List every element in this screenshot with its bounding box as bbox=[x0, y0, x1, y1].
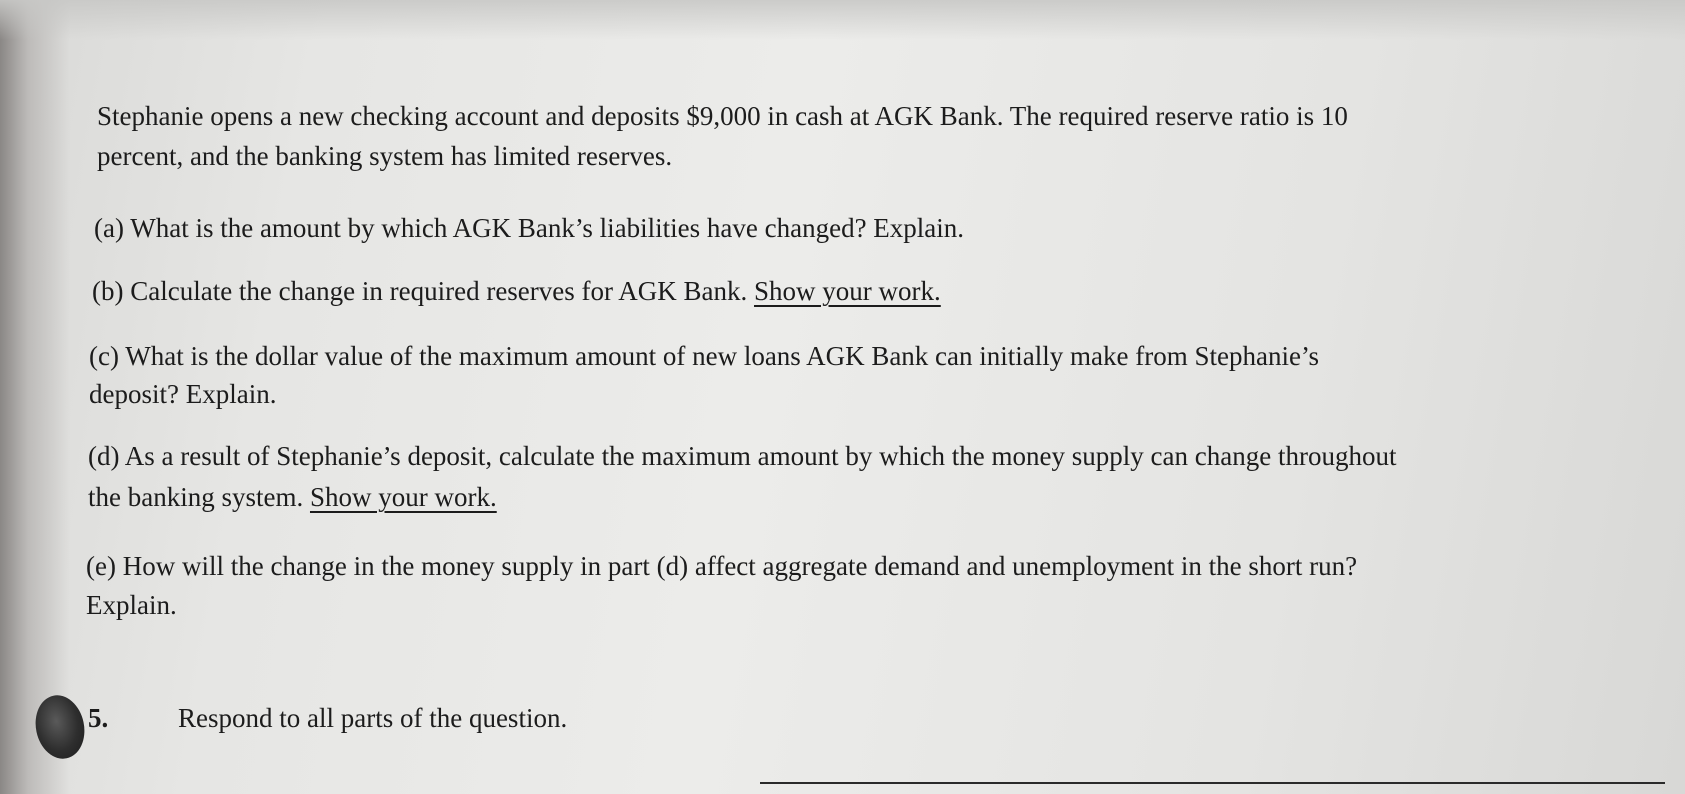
part-b-text bbox=[92, 275, 941, 307]
part-b-show-work: Show your work. bbox=[754, 276, 941, 306]
part-d-line-1: (d) As a result of Stephanie’s deposit, calculate the maximum amount by which the money supply can change throughout bbox=[88, 441, 1397, 471]
question-5-number: 5. bbox=[88, 703, 109, 733]
part-e-line-2: Explain. bbox=[86, 590, 177, 620]
punch-hole bbox=[30, 691, 90, 764]
intro-line-1: Stephanie opens a new checking account and deposits $9,000 in cash at AGK Bank. The required reserve ratio is 10 bbox=[97, 101, 1348, 131]
question-5-text: Respond to all parts of the question. bbox=[178, 703, 568, 733]
intro-line-2: percent, and the banking system has limited reserves. bbox=[97, 141, 673, 171]
part-d-line-2 bbox=[88, 481, 497, 513]
part-c-line-2: deposit? Explain. bbox=[89, 379, 277, 409]
part-c-line-1: (c) What is the dollar value of the maximum amount of new loans AGK Bank can initially make from Stephanie’s bbox=[89, 341, 1319, 371]
answer-line bbox=[760, 782, 1665, 784]
part-d-show-work: Show your work. bbox=[309, 482, 497, 512]
part-b-question: (b) Calculate the change in required reserves for AGK Bank. bbox=[92, 276, 755, 306]
part-a-text: (a) What is the amount by which AGK Bank’s liabilities have changed? Explain. bbox=[94, 213, 965, 243]
part-e-line-1: (e) How will the change in the money supply in part (d) affect aggregate demand and unemployment in the short run? bbox=[86, 551, 1358, 581]
part-d-continuation: the banking system. bbox=[88, 482, 310, 512]
